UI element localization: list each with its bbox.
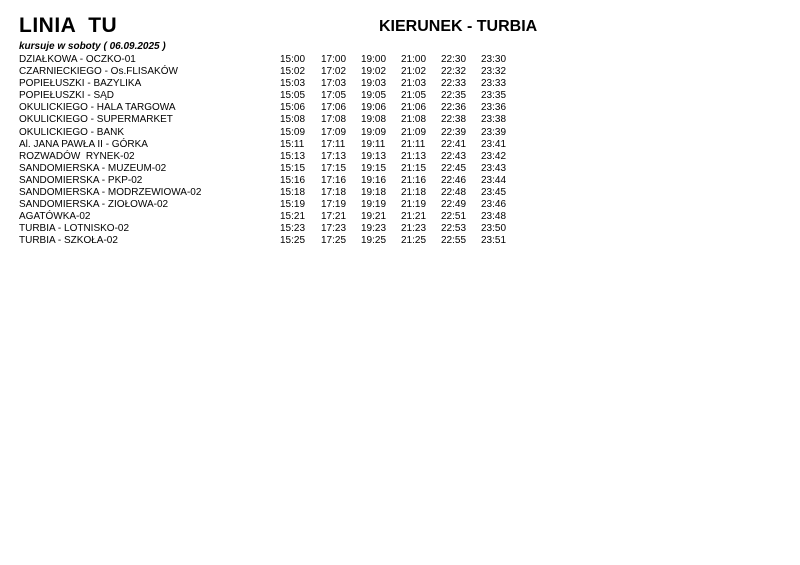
departure-time: 23:48	[481, 211, 507, 223]
departure-time: 19:02	[361, 66, 387, 78]
departure-time: 15:25	[280, 235, 306, 247]
departure-time: 22:32	[441, 66, 467, 78]
timetable-row	[19, 187, 539, 199]
timetable-row	[19, 90, 539, 102]
stop-name: CZARNIECKIEGO - Os.FLISAKÓW	[19, 66, 178, 78]
departure-time: 17:09	[321, 126, 347, 138]
departure-time: 15:02	[280, 66, 306, 78]
departure-time: 22:41	[441, 138, 467, 150]
stop-name: SANDOMIERSKA - ZIOŁOWA-02	[19, 199, 169, 211]
departure-time: 15:06	[280, 102, 306, 114]
departure-time: 15:11	[280, 138, 305, 150]
departure-time: 17:16	[321, 174, 347, 186]
departure-time: 21:21	[401, 211, 427, 223]
departure-time: 19:09	[361, 126, 387, 138]
departure-time: 23:43	[481, 162, 507, 174]
departure-time: 15:18	[280, 187, 306, 199]
departure-time: 21:23	[401, 223, 427, 235]
departure-time: 22:55	[441, 235, 467, 247]
departure-time: 21:18	[401, 187, 427, 199]
departure-time: 21:19	[401, 199, 427, 211]
departure-time: 23:35	[481, 90, 507, 102]
departure-time: 23:45	[481, 187, 507, 199]
departure-time: 17:06	[321, 102, 347, 114]
departure-time: 22:33	[441, 78, 467, 90]
departure-time: 17:18	[321, 187, 347, 199]
departure-time: 21:03	[401, 78, 427, 90]
departure-time: 19:08	[361, 114, 387, 126]
departure-time: 17:08	[321, 114, 347, 126]
departure-time: 21:00	[401, 54, 427, 65]
departure-time: 19:13	[361, 150, 387, 162]
departure-time: 22:38	[441, 114, 467, 126]
departure-time: 17:11	[321, 138, 346, 150]
departure-time: 15:16	[280, 174, 306, 186]
departure-time: 23:32	[481, 66, 507, 78]
departure-time: 15:05	[280, 90, 306, 102]
departure-time: 19:25	[361, 235, 387, 247]
departure-time: 15:21	[280, 211, 306, 223]
departure-time: 17:15	[321, 162, 347, 174]
stop-name: OKULICKIEGO - HALA TARGOWA	[19, 102, 176, 114]
departure-time: 15:00	[280, 54, 306, 65]
departure-time: 19:18	[361, 187, 387, 199]
departure-time: 15:23	[280, 223, 306, 235]
timetable-row	[19, 139, 539, 151]
departure-time: 22:48	[441, 187, 467, 199]
timetable-row	[19, 66, 539, 78]
departure-time: 15:19	[280, 199, 306, 211]
timetable-row	[19, 78, 539, 90]
departure-time: 19:16	[361, 174, 387, 186]
departure-time: 17:21	[321, 211, 347, 223]
line-title: LINIA TU	[19, 14, 118, 37]
departure-time: 17:25	[321, 235, 347, 247]
departure-time: 19:23	[361, 223, 387, 235]
timetable-row	[19, 127, 539, 139]
departure-time: 19:21	[361, 211, 387, 223]
departure-time: 22:53	[441, 223, 467, 235]
stop-name: ROZWADÓW RYNEK-02	[19, 150, 135, 162]
stop-name: OKULICKIEGO - BANK	[19, 126, 125, 138]
stop-name: TURBIA - SZKOŁA-02	[19, 235, 118, 247]
departure-time: 17:13	[321, 150, 347, 162]
departure-time: 15:09	[280, 126, 306, 138]
stop-name: SANDOMIERSKA - MODRZEWIOWA-02	[19, 187, 202, 199]
departure-time: 22:36	[441, 102, 467, 114]
departure-time: 23:44	[481, 174, 507, 186]
departure-time: 17:02	[321, 66, 347, 78]
departure-time: 17:03	[321, 78, 347, 90]
stop-name: OKULICKIEGO - SUPERMARKET	[19, 114, 173, 126]
timetable-row	[19, 163, 539, 175]
departure-time: 23:38	[481, 114, 507, 126]
timetable-row	[19, 114, 539, 126]
departure-time: 22:39	[441, 126, 467, 138]
departure-time: 23:36	[481, 102, 507, 114]
stop-name: AGATÓWKA-02	[19, 211, 91, 223]
departure-time: 21:15	[401, 162, 427, 174]
departure-time: 23:39	[481, 126, 507, 138]
departure-time: 21:16	[401, 174, 427, 186]
service-note: kursuje w soboty ( 06.09.2025 )	[19, 41, 166, 52]
stop-name: SANDOMIERSKA - MUZEUM-02	[19, 162, 167, 174]
stop-name: POPIEŁUSZKI - BAZYLIKA	[19, 78, 142, 90]
timetable-row	[19, 151, 539, 163]
departure-time: 21:11	[401, 138, 426, 150]
departure-time: 21:13	[401, 150, 427, 162]
departure-time: 19:05	[361, 90, 387, 102]
stop-name: SANDOMIERSKA - PKP-02	[19, 174, 143, 186]
timetable-row	[19, 235, 539, 247]
stop-name: DZIAŁKOWA - OCZKO-01	[19, 54, 136, 65]
departure-time: 19:06	[361, 102, 387, 114]
timetable-row	[19, 199, 539, 211]
departure-time: 23:30	[481, 54, 507, 65]
departure-time: 21:08	[401, 114, 427, 126]
departure-time: 15:15	[280, 162, 306, 174]
departure-time: 22:45	[441, 162, 467, 174]
stop-name: Al. JANA PAWŁA II - GÓRKA	[19, 138, 148, 150]
direction-title: KIERUNEK - TURBIA	[379, 18, 538, 35]
departure-time: 19:11	[361, 138, 386, 150]
timetable-row	[19, 223, 539, 235]
departure-time: 21:02	[401, 66, 427, 78]
departure-time: 23:33	[481, 78, 507, 90]
departure-time: 19:03	[361, 78, 387, 90]
departure-time: 21:06	[401, 102, 427, 114]
departure-time: 19:15	[361, 162, 387, 174]
departure-time: 22:30	[441, 54, 467, 65]
departure-time: 23:46	[481, 199, 507, 211]
timetable-row	[19, 102, 539, 114]
departure-time: 22:43	[441, 150, 467, 162]
departure-time: 22:46	[441, 174, 467, 186]
departure-time: 21:09	[401, 126, 427, 138]
departure-time: 17:00	[321, 54, 347, 65]
departure-time: 15:03	[280, 78, 306, 90]
timetable-row	[19, 175, 539, 187]
departure-time: 23:50	[481, 223, 507, 235]
timetable-row	[19, 211, 539, 223]
departure-time: 21:05	[401, 90, 427, 102]
departure-time: 23:51	[481, 235, 507, 247]
departure-time: 21:25	[401, 235, 427, 247]
departure-time: 22:49	[441, 199, 467, 211]
stop-name: TURBIA - LOTNISKO-02	[19, 223, 130, 235]
timetable-row	[19, 54, 539, 66]
departure-time: 19:19	[361, 199, 387, 211]
departure-time: 22:35	[441, 90, 467, 102]
departure-time: 15:08	[280, 114, 306, 126]
timetable	[19, 54, 539, 248]
departure-time: 17:19	[321, 199, 347, 211]
departure-time: 17:23	[321, 223, 347, 235]
departure-time: 23:42	[481, 150, 507, 162]
departure-time: 19:00	[361, 54, 387, 65]
departure-time: 23:41	[481, 138, 507, 150]
stop-name: POPIEŁUSZKI - SĄD	[19, 90, 115, 102]
departure-time: 22:51	[441, 211, 467, 223]
departure-time: 17:05	[321, 90, 347, 102]
departure-time: 15:13	[280, 150, 306, 162]
